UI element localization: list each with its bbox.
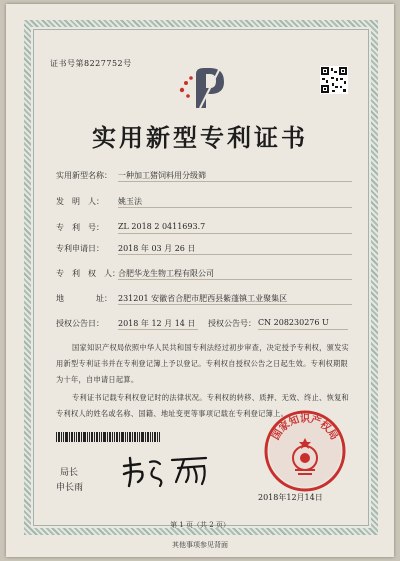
field-label-patent-no: 专 利 号： [56,223,104,232]
barcode-icon [56,432,160,442]
field-label-grant-date: 授权公告日： [56,319,104,328]
footer-note: 其他事项参见背面 [172,541,228,549]
official-seal [262,408,348,494]
divider [258,329,348,330]
field-label-filing-date: 专利申请日： [56,244,104,253]
qr-code-icon [320,66,348,94]
field-value-filing-date: 2018 年 03 月 26 日 [118,244,196,253]
field-label-grant-no: 授权公告号： [208,319,256,328]
divider [118,233,352,234]
patent-office-emblem-icon [176,64,238,112]
divider [118,207,352,208]
director-signature [120,452,216,490]
field-value-patent-no: ZL 2018 2 0411693.7 [118,222,206,231]
page-title: 实用新型专利证书 [92,123,308,152]
field-label-name: 实用新型名称： [56,171,112,180]
director-name: 申长雨 [56,483,84,493]
svg-text:国家知识产权局: 国家知识产权局 [270,414,340,443]
legal-status-note: 专利证书记载专利权登记时的法律状况。专利权的转移、质押、无效、终止、恢复和专利权人的姓名或名称、国籍、地址变更等事项记载在专利登记簿上。 [56,393,350,418]
field-value-grant-no: CN 208230276 U [258,318,329,327]
seal-date: 2018年12月14日 [258,493,323,502]
page-indicator: 第 1 页（共 2 页） [170,521,230,529]
field-value-grant-date: 2018 年 12 月 14 日 [118,319,196,328]
field-value-patentee: 合肥华龙生物工程有限公司 [118,269,214,278]
field-value-address: 231201 安徽省合肥市肥西县紫蓬镇工业聚集区 [118,294,288,303]
field-label-inventor: 发 明 人： [56,197,104,206]
director-title: 局长 [60,468,79,478]
field-value-inventor: 姚玉法 [118,197,142,206]
divider [118,279,352,280]
certificate-number: 证书号第8227752号 [50,59,132,68]
divider [118,254,352,255]
field-value-name: 一种加工猪饲料用分级筛 [118,171,206,180]
certificate-statement: 国家知识产权局依照中华人民共和国专利法经过初步审查，决定授予专利权，颁发实用新型专利证书并在专利登记簿上予以登记。专利权自授权公告之日起生效。专利权期限为十年，自申请日起算。 [56,343,350,384]
divider [118,304,352,305]
field-label-patentee: 专 利 权 人： [56,269,120,278]
field-label-address: 地 址： [56,294,112,303]
divider [118,329,198,330]
divider [118,181,352,182]
